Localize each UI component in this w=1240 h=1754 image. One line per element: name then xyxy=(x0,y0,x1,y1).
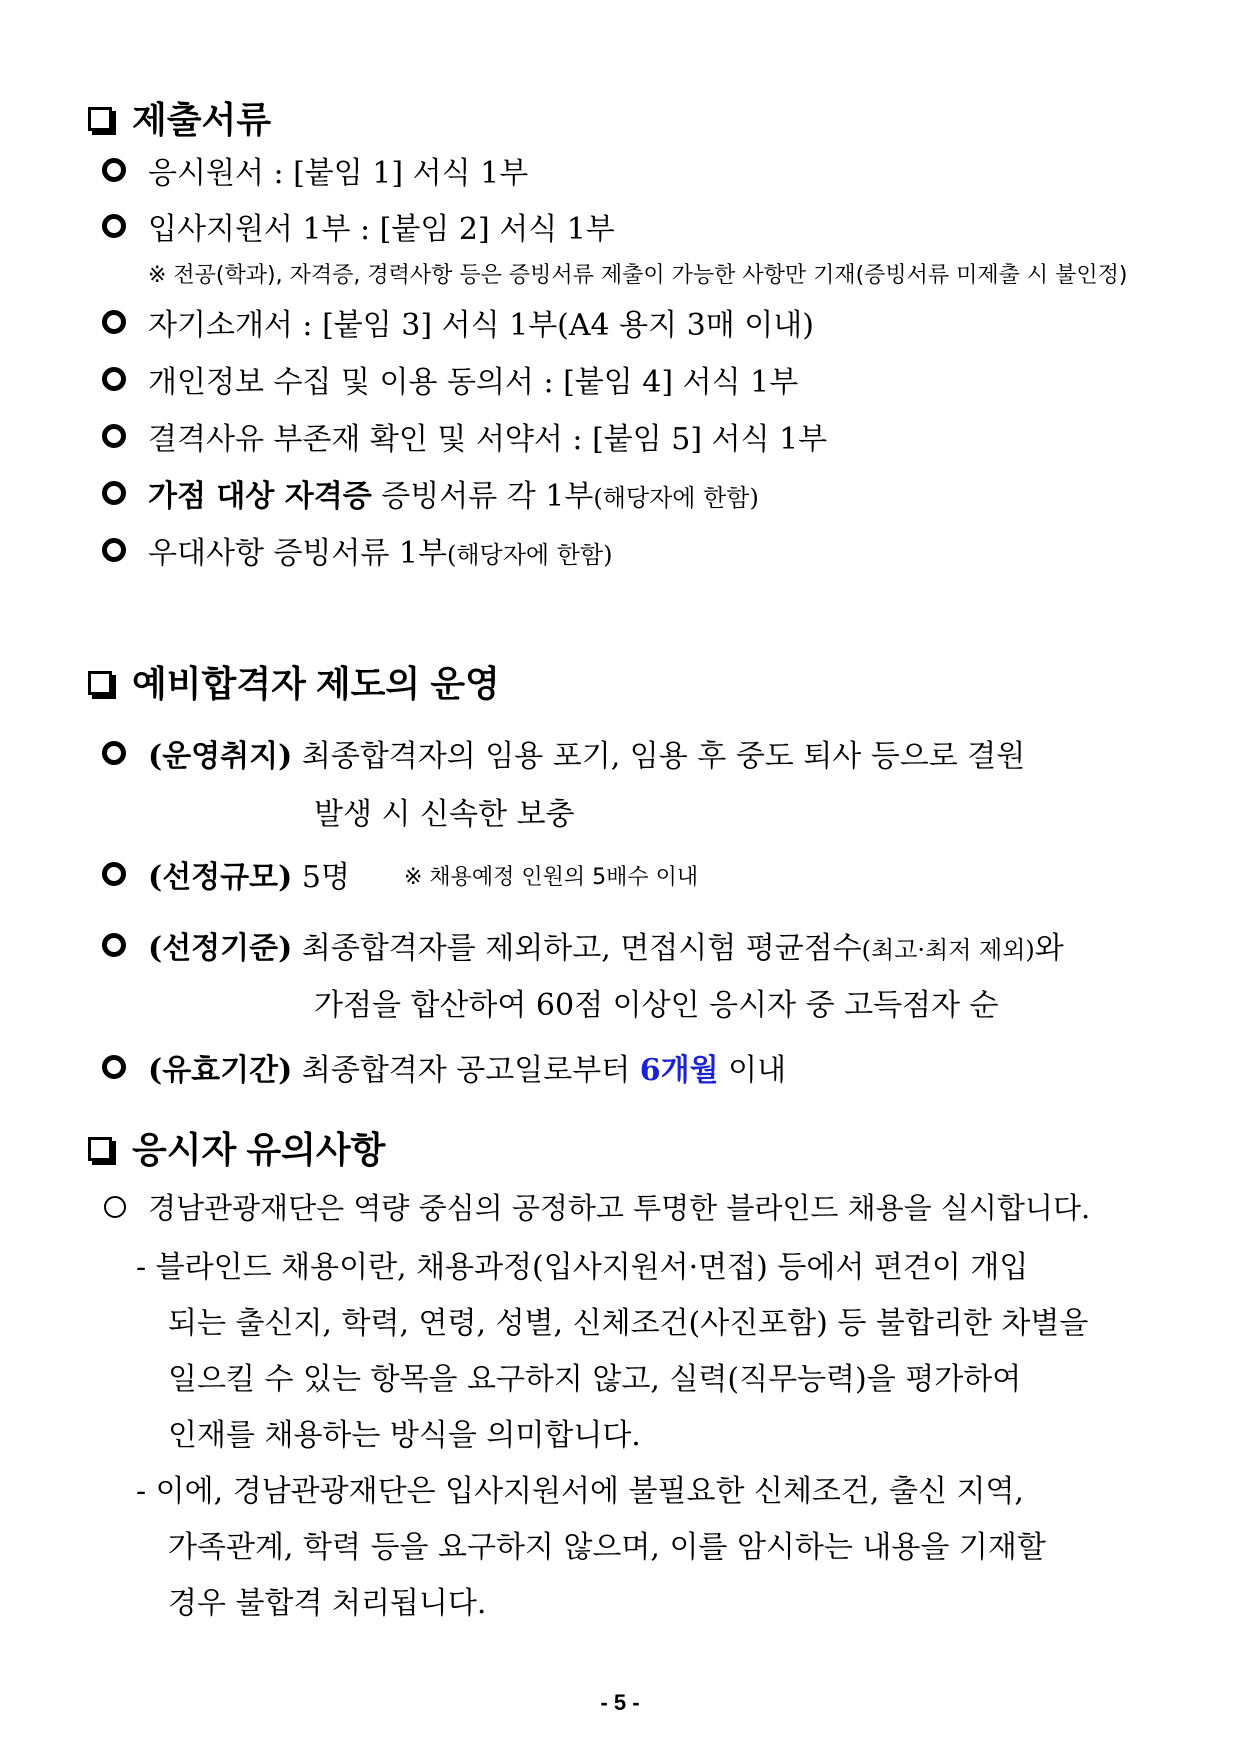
highlight-text: 6개월 xyxy=(639,1053,719,1088)
list-item xyxy=(148,923,1064,967)
item-text-end: 와 xyxy=(1034,931,1064,966)
note-text: ※ 전공(학과), 자격증, 경력사항 등은 증빙서류 제출이 가능한 사항만 기재(증빙서류 미제출 시 불인정) xyxy=(148,263,1128,288)
square-bullet-icon xyxy=(88,1137,112,1161)
list-item: 응시원서 : [붙임 1] 서식 1부 xyxy=(148,156,529,191)
dash-line: 되는 출신지, 학력, 연령, 성별, 신체조건(사진포함) 등 불합리한 차별을 xyxy=(168,1306,1089,1341)
list-item: 경남관광재단은 역량 중심의 공정하고 투명한 블라인드 채용을 실시합니다. xyxy=(148,1191,1091,1225)
circle-bullet-icon xyxy=(102,481,126,505)
section-title-text: 응시자 유의사항 xyxy=(132,1129,386,1170)
section-title-text: 제출서류 xyxy=(132,99,272,140)
item-text: 이내 xyxy=(728,1053,787,1088)
list-item xyxy=(148,471,759,515)
list-item: 자기소개서 : [붙임 3] 서식 1부(A4 용지 3매 이내) xyxy=(148,308,814,343)
section-title-reserve xyxy=(88,656,500,707)
circle-bullet-icon xyxy=(102,538,126,562)
circle-bullet-icon xyxy=(102,1055,126,1079)
item-continuation: 가점을 합산하여 60점 이상인 응시자 중 고득점자 순 xyxy=(314,988,999,1023)
bold-label: 가점 대상 자격증 xyxy=(148,479,372,514)
page-number: - 5 - xyxy=(600,1690,640,1715)
dash-line: 일으킬 수 있는 항목을 요구하지 않고, 실력(직무능력)을 평가하여 xyxy=(168,1362,1022,1397)
list-item: 결격사유 부존재 확인 및 서약서 : [붙임 5] 서식 1부 xyxy=(148,422,828,457)
dash-line: 경우 불합격 처리됩니다. xyxy=(168,1586,487,1621)
item-text: 최종합격자의 임용 포기, 임용 후 중도 퇴사 등으로 결원 xyxy=(301,739,1026,774)
item-label: (유효기간) xyxy=(148,1053,293,1088)
item-text: 최종합격자 공고일로부터 xyxy=(301,1053,631,1088)
list-item: 개인정보 수집 및 이용 동의서 : [붙임 4] 서식 1부 xyxy=(148,365,799,400)
section-title-text: 예비합격자 제도의 운영 xyxy=(132,663,500,704)
item-text: 5명 xyxy=(301,860,350,895)
circle-bullet-icon xyxy=(102,367,126,391)
dash-line: - 블라인드 채용이란, 채용과정(입사지원서·면접) 등에서 편견이 개입 xyxy=(136,1250,1029,1285)
circle-bullet-icon xyxy=(102,424,126,448)
dash-line: 가족관계, 학력 등을 요구하지 않으며, 이를 암시하는 내용을 기재할 xyxy=(168,1530,1046,1565)
section-title-notice xyxy=(88,1122,385,1173)
item-continuation: 발생 시 신속한 보충 xyxy=(314,797,575,832)
circle-bullet-icon xyxy=(104,1196,126,1218)
list-item xyxy=(148,528,612,572)
item-qualifier: (최고·최저 제외) xyxy=(861,936,1035,964)
note-text: ※ 채용예정 인원의 5배수 이내 xyxy=(404,865,699,890)
item-label: (운영취지) xyxy=(148,739,293,774)
square-bullet-icon xyxy=(88,107,112,131)
item-text: 우대사항 증빙서류 1부 xyxy=(148,536,447,571)
item-qualifier: (해당자에 한함) xyxy=(593,484,759,512)
item-qualifier: (해당자에 한함) xyxy=(446,541,613,569)
list-item: 입사지원서 1부 : [붙임 2] 서식 1부 xyxy=(148,212,615,247)
list-item xyxy=(148,1045,786,1089)
item-label: (선정규모) xyxy=(148,860,293,895)
circle-bullet-icon xyxy=(102,310,126,334)
dash-line: 인재를 채용하는 방식을 의미합니다. xyxy=(168,1418,641,1453)
item-label: (선정기준) xyxy=(148,931,293,966)
section-title-submission xyxy=(88,92,271,143)
item-text: 최종합격자를 제외하고, 면접시험 평균점수 xyxy=(301,931,862,966)
item-text: 증빙서류 각 1부 xyxy=(381,479,594,514)
circle-bullet-icon xyxy=(102,214,126,238)
square-bullet-icon xyxy=(88,671,112,695)
list-item xyxy=(148,731,1025,775)
dash-line: - 이에, 경남관광재단은 입사지원서에 불필요한 신체조건, 출신 지역, xyxy=(136,1474,1024,1509)
list-item xyxy=(148,852,350,896)
circle-bullet-icon xyxy=(102,741,126,765)
circle-bullet-icon xyxy=(102,862,126,886)
circle-bullet-icon xyxy=(102,933,126,957)
circle-bullet-icon xyxy=(102,158,126,182)
